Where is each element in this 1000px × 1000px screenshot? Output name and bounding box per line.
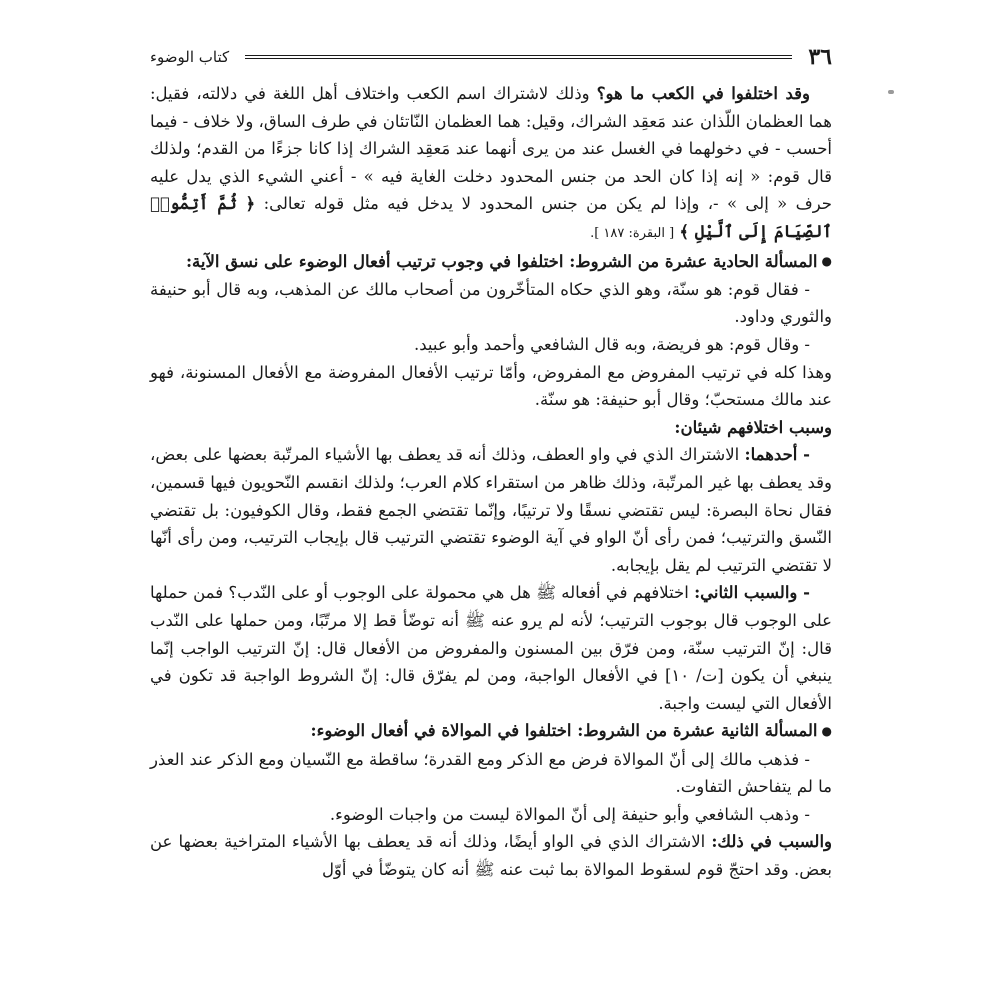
issue-heading-eleven xyxy=(150,248,832,276)
paragraph-muwalat-cause xyxy=(150,828,832,883)
page-number: ٣٦ xyxy=(808,44,832,70)
paragraph-lead: - والسبب الثاني: xyxy=(694,583,810,603)
issue-heading-twelve xyxy=(150,717,832,745)
cause-heading: وسبب اختلافهم شيئان: xyxy=(674,417,832,437)
paragraph-text: الاشتراك الذي في واو العطف، وذلك أنه قد يعطف بها الأشياء المرتّبة بعضها على بعض، وقد يعطف بها غير المرتّبة، وذلك ظاهر من استقراء كلام العرب؛ ولذلك انقسم النّحويون فيها قسمين، فقال نحاة البصرة: ليس تقتضي نسقًا ولا ترتيبًا، وإنّما تقتضي الجمع فقط، وقال الكوفيون: بل تقتضي النّسق والترتيب؛ فمن رأى أنّ الواو في آية الوضوء تقتضي الترتيب قال بإيجاب الترتيب، ومن رأى أنّها لا تقتضي الترتيب لم يقل بإيجابه. xyxy=(150,445,832,575)
paragraph-fard-opinion: - وقال قوم: هو فريضة، وبه قال الشافعي وأحمد وأبو عبيد. xyxy=(414,335,810,355)
paragraph-malik-opinion: - فذهب مالك إلى أنّ الموالاة فرض مع الذكر ومع القدرة؛ ساقطة مع النّسيان ومع الذكر عند العذر ما لم يتفاحش التفاوت. xyxy=(150,749,832,797)
paragraph-text: الاشتراك الذي في الواو أيضًا، وذلك أنه قد يعطف بها الأشياء المتراخية بعضها عن بعض. وقد احتجّ قوم لسقوط الموالاة بما ثبت عنه ﷺ أنه كان يتوضّأ في أوّل xyxy=(150,832,832,880)
quran-verse: ﴿ ثُمَّ أَتِمُّوا۟ ٱلصِّيَامَ إِلَى ٱلَّيْلِ ﴾ xyxy=(150,194,832,241)
paragraph-summary: وهذا كله في ترتيب المفروض مع المفروض، وأمّا ترتيب الأفعال المفروضة مع الأفعال المسنونة، فهو عند مالك مستحبّ؛ وقال أبو حنيفة: هو سنّة. xyxy=(150,362,832,410)
running-title: كتاب الوضوء xyxy=(150,48,230,66)
paragraph-second-cause xyxy=(150,579,832,717)
page-body xyxy=(150,80,832,884)
paragraph-lead: - أحدهما: xyxy=(744,445,810,465)
paragraph-text: وذلك لاشتراك اسم الكعب واختلاف أهل اللغة في دلالته، فقيل: هما العظمان اللّذان عند مَعقِد الشراك، وقيل: هما العظمان النّاتئان في طرف الساق، ولا خلاف - فيما أحسب - في دخولهما في الغسل عند من يرى أنهما عند مَعقِد الشراك إذا كانا جزءًا من القدم؛ ولذلك قال قوم: « إنه إذا كان الحد من جنس المحدود دخلت الغاية فيه » - أعني الشيء الذي يدل عليه حرف « إلى » -، وإذا لم يكن من جنس المحدود لا يدخل فيه مثل قوله تعالى: xyxy=(150,84,833,214)
bullet-icon: ● xyxy=(821,254,832,269)
bullet-icon: ● xyxy=(821,724,832,739)
paragraph-lead: والسبب في ذلك: xyxy=(711,832,833,852)
page-header xyxy=(150,42,832,72)
paragraph-text: اختلافهم في أفعاله ﷺ هل هي محمولة على الوجوب أو على النّدب؟ فمن حملها على الوجوب قال بوجوب الترتيب؛ لأنه لم يرو عنه ﷺ أنه توضّأ قط إلا مرتّبًا، ومن حملها على النّدب قال: إنّ الترتيب سنّة، ومن فرّق بين المسنون والمفروض من الأفعال قال: إنّ الترتيب الواجب إنّما ينبغي أن يكون [ت/ ١٠] في الأفعال الواجبة، ومن لم يفرّق قال: إنّ الشروط الواجبة قد تكون في الأفعال التي ليست واجبة. xyxy=(150,583,832,713)
paragraph-lead: وقد اختلفوا في الكعب ما هو؟ xyxy=(596,84,811,103)
margin-ink-mark xyxy=(888,90,894,94)
paragraph-sunnah-opinion: - فقال قوم: هو سنّة، وهو الذي حكاه المتأخّرون من أصحاب مالك عن المذهب، وبه قال أبو حنيفة والثوري وداود. xyxy=(150,279,832,327)
verse-reference: [ البقرة: ١٨٧ ]. xyxy=(590,225,675,241)
paragraph-kaab xyxy=(150,80,832,248)
paragraph-first-cause xyxy=(150,441,832,579)
issue-heading-text: المسألة الحادية عشرة من الشروط: اختلفوا في وجوب ترتيب أفعال الوضوء على نسق الآية: xyxy=(185,251,818,271)
header-rule xyxy=(245,55,792,59)
issue-heading-text: المسألة الثانية عشرة من الشروط: اختلفوا في الموالاة في أفعال الوضوء: xyxy=(310,721,818,741)
paragraph-shafii-opinion: - وذهب الشافعي وأبو حنيفة إلى أنّ الموالاة ليست من واجبات الوضوء. xyxy=(329,804,810,824)
